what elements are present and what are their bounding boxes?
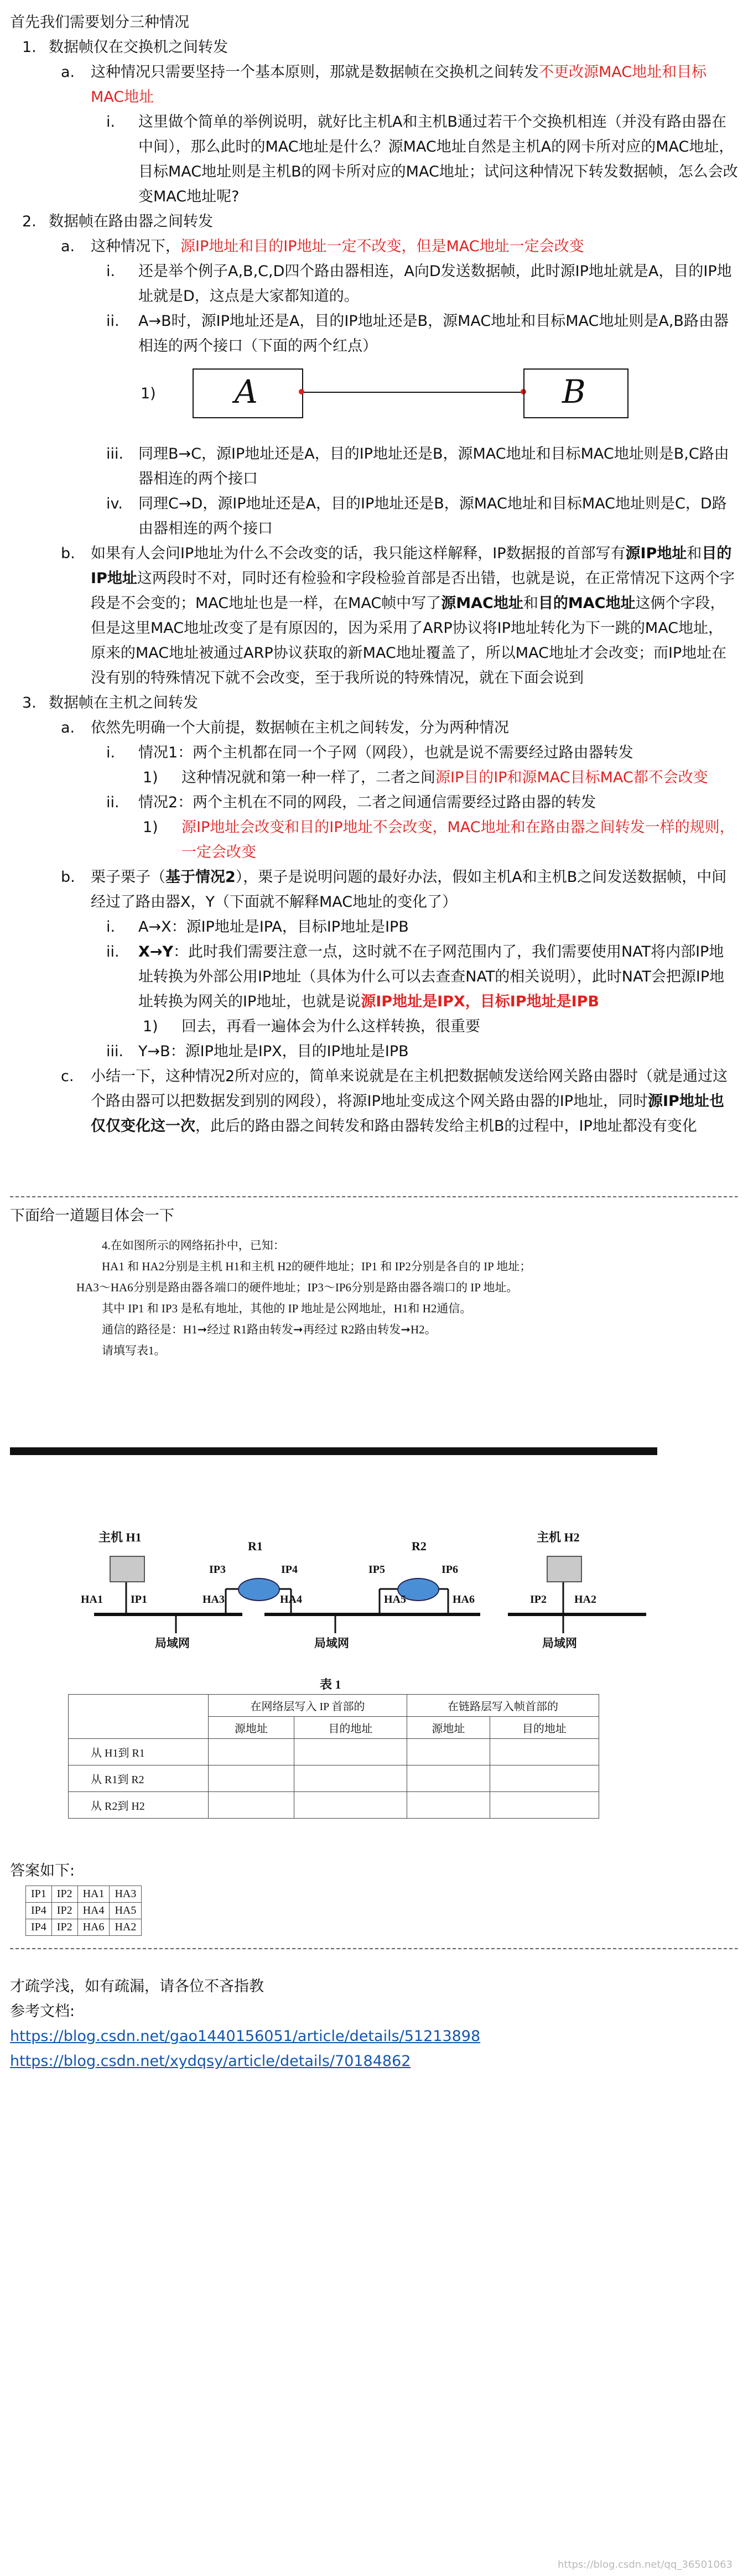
answer-cell: IP4: [26, 1903, 52, 1919]
text-run: 小结一下，这种情况2所对应的，简单来说就是在主机把数据帧发送给网关路由器时（就是通过这个路由器可以把数据发到别的网段），将源IP地址变成这个网关路由器的IP地址，同时: [91, 1068, 728, 1110]
bold-run: 基于情况2: [165, 869, 236, 886]
answer-row: [26, 1919, 142, 1936]
answer-cell: IP1: [26, 1886, 52, 1903]
table-row-label: 从 H1到 R1: [69, 1739, 209, 1765]
list-marker: 3.: [22, 694, 37, 711]
answer-cell: HA1: [77, 1886, 110, 1903]
text-run: ），栗子是说明问题的最好办法，假如主机A和主机B之间发送数据帧，中间经过了路由器X，Y（下面就不解释MAC地址的变化了）: [91, 869, 727, 911]
question-line: HA1 和 HA2分别是主机 H1和主机 H2的硬件地址；IP1 和 IP2分别是各自的 IP 地址；: [102, 1260, 532, 1273]
spacer: [10, 1139, 738, 1196]
section-2-item-b: [10, 541, 738, 690]
answer-cell: HA3: [110, 1886, 142, 1903]
port-label: HA6: [453, 1593, 475, 1606]
port-label: HA3: [202, 1593, 225, 1606]
network-topology: [10, 1506, 738, 1766]
answer-cell: HA6: [77, 1919, 110, 1936]
router-r1-label: R1: [248, 1539, 263, 1553]
port-label: HA1: [81, 1593, 103, 1606]
table-cell: [209, 1765, 294, 1792]
list-marker: b.: [61, 545, 75, 562]
section-2-item-a: [10, 234, 738, 259]
closing-text: 才疏学浅，如有疏漏，请各位不吝指教: [10, 1978, 264, 1995]
section-3-item-ii: [10, 790, 738, 815]
table-col-header: 目的地址: [490, 1717, 599, 1739]
bold-run: 目的IP地址: [91, 545, 732, 587]
table-caption: 表 1: [320, 1677, 341, 1691]
text-run: 栗子栗子（: [91, 869, 165, 886]
list-marker: a.: [61, 64, 75, 81]
table-cell: [294, 1792, 407, 1819]
reference-link-1[interactable]: https://blog.csdn.net/gao1440156051/article/details/51213898: [10, 2028, 481, 2045]
text-run: 和: [523, 595, 538, 612]
text-run: ，此后的路由器之间转发和路由器转发给主机B的过程中，IP地址都没有变化: [195, 1118, 697, 1135]
quiz-intro: 下面给一道题目体会一下: [10, 1207, 174, 1224]
answer-cell: IP2: [51, 1903, 77, 1919]
thick-rule: [10, 1447, 657, 1455]
answer-table: [25, 1886, 142, 1936]
list-marker: i.: [106, 744, 116, 761]
host-h1-label: 主机 H1: [98, 1530, 142, 1544]
router-a-label: A: [235, 373, 258, 411]
question-line: 请填写表1。: [102, 1344, 166, 1357]
text-run: 这俩个字段，但是这里MAC地址改变了是有原因的，因为采用了ARP协议将IP地址转化为下一跳的MAC地址，原来的MAC地址被通过ARP协议获取的新MAC地址覆盖了，所以MAC地址才会改变；而IP地址在没有别的特殊情况下就不会改变，至于我所说的特殊情况，就在下面会说到: [91, 595, 727, 687]
answer-cell: HA5: [110, 1903, 142, 1919]
list-marker: iii.: [106, 1043, 124, 1060]
text-run: 这种情况只需要坚持一个基本原则，那就是数据帧在交换机之间转发: [91, 64, 539, 81]
article: [10, 0, 738, 2074]
list-marker: 1.: [22, 39, 37, 56]
list-text: 同理B→C，源IP地址还是A，目的IP地址还是B，源MAC地址和目标MAC地址则是B,C路由器相连的两个接口: [138, 445, 729, 487]
table-col-header: 源地址: [209, 1717, 294, 1739]
text-run: ：此时我们需要注意一点，这时就不在子网范围内了，我们需要使用NAT将内部IP地址转换为外部公用IP地址（具体为什么可以去查查NAT的相关说明），此时NAT会把源IP地址转换为网关的IP地址，也就是说: [138, 943, 725, 1010]
section-1-item-i: [10, 110, 738, 209]
text-run: 这种情况下，: [91, 238, 180, 255]
list-text: A→X：源IP地址是IPA，目标IP地址是IPB: [138, 918, 409, 936]
list-text: 这里做个简单的举例说明，就好比主机A和主机B通过若干个交换机相连（并没有路由器在中间），那么此时的MAC地址是什么？源MAC地址自然是主机A的网卡所对应的MAC地址，目标MAC地址则是主机B的网卡所对应的MAC地址；试问这种情况下转发数据帧，怎么会改变MAC地址呢?: [138, 113, 738, 205]
answer-cell: HA4: [77, 1903, 110, 1919]
table-row-label: 从 R1到 R2: [69, 1765, 209, 1792]
lan-label: 局域网: [155, 1637, 190, 1650]
answer-label: 答案如下:: [10, 1862, 75, 1879]
section-3-item-b-i: [10, 915, 738, 939]
bold-run: 源IP地址也仅仅变化这一次: [91, 1093, 724, 1135]
port-label: IP3: [209, 1564, 226, 1576]
section-2-item-iii: [10, 442, 738, 491]
list-marker: ii.: [106, 943, 120, 960]
port-label: HA4: [280, 1593, 302, 1606]
section-3-item-ii-1: [10, 815, 738, 865]
list-text: [91, 541, 738, 690]
section-3-heading: [10, 690, 738, 715]
list-text: 情况2：两个主机在不同的网段，二者之间通信需要经过路由器的转发: [138, 794, 596, 811]
lan-label: 局域网: [314, 1637, 349, 1650]
list-text: [91, 234, 738, 259]
list-text: [91, 60, 738, 110]
highlight-red: 源IP地址和目的IP地址一定不改变，但是MAC地址一定会改变: [180, 238, 584, 255]
list-text: 情况1：两个主机都在同一个子网（网段），也就是说不需要经过路由器转发: [138, 744, 633, 761]
section-3-item-i-1: [10, 765, 738, 790]
list-marker: a.: [61, 238, 75, 255]
host-h2-icon: [547, 1556, 582, 1582]
answer-row: [26, 1886, 142, 1903]
highlight-red: 源IP地址会改变和目的IP地址不会改变，MAC地址和在路由器之间转发一样的规则，一定会改变: [181, 819, 735, 861]
router-link-diagram: [10, 359, 738, 442]
list-marker: c.: [61, 1068, 74, 1085]
bold-run: 目的MAC地址: [538, 595, 636, 612]
list-marker: 1): [143, 819, 158, 836]
list-marker: a.: [61, 719, 75, 736]
section-3-item-b: [10, 865, 738, 915]
table-group-header: 在链路层写入帧首部的: [407, 1695, 599, 1717]
table-cell: [490, 1792, 599, 1819]
router-b-box: [523, 368, 628, 418]
table-cell: [294, 1765, 407, 1792]
section-3-item-i: [10, 740, 738, 765]
bold-run: 源MAC地址: [441, 595, 523, 612]
lan-label: 局域网: [542, 1637, 577, 1650]
section-2-heading: [10, 209, 738, 234]
list-marker: 1): [143, 769, 158, 786]
list-marker: iii.: [106, 445, 124, 463]
section-divider: [10, 1196, 738, 1198]
reference-line: [10, 2049, 738, 2074]
answer-cell: IP2: [51, 1919, 77, 1936]
diagram-label: 1): [141, 385, 156, 402]
list-text: 同理C→D，源IP地址还是A，目的IP地址还是B，源MAC地址和目标MAC地址则是C，D路由器相连的两个接口: [138, 495, 727, 537]
table-col-header: 目的地址: [294, 1717, 407, 1739]
references-label: 参考文档:: [10, 2003, 75, 2020]
router-r2-label: R2: [412, 1539, 427, 1553]
section-1-item-a: [10, 60, 738, 110]
host-h1-icon: [110, 1556, 145, 1582]
section-2-item-i: [10, 259, 738, 309]
text-run: 这两段时不对，同时还有检验和字段检验首部是否出错，也就是说，在正常情况下这两个字段是不会变的；MAC地址也是一样，在MAC帧中写了: [91, 570, 735, 612]
reference-line: [10, 2024, 738, 2049]
reference-link-2[interactable]: https://blog.csdn.net/xydqsy/article/details/70184862: [10, 2053, 411, 2070]
list-marker: i.: [106, 113, 116, 131]
table-cell: [490, 1765, 599, 1792]
port-label: IP6: [441, 1564, 458, 1576]
link-line: [302, 392, 523, 393]
text-run: 和: [687, 545, 702, 562]
question-line: HA3～HA6分别是路由器各端口的硬件地址；IP3～IP6分别是路由器各端口的 IP 地址。: [76, 1281, 518, 1294]
table-cell: [407, 1792, 490, 1819]
section-3-item-b-ii: [10, 939, 738, 1014]
list-text: [91, 865, 738, 915]
question-text-image: [10, 1228, 738, 1361]
list-text: [181, 765, 738, 790]
question-line: 通信的路径是：H1➞经过 R1路由转发➞再经过 R2路由转发➞H2。: [102, 1323, 437, 1336]
table-row: [69, 1792, 599, 1819]
list-marker: i.: [106, 918, 116, 936]
text-run: 如果有人会问IP地址为什么不会改变的话，我只能这样解释，IP数据报的首部写有: [91, 545, 626, 562]
section-title: 数据帧在主机之间转发: [49, 694, 198, 711]
section-2-item-ii: [10, 309, 738, 359]
answer-cell: IP4: [26, 1919, 52, 1936]
question-line: 4.在如图所示的网络拓扑中，已知：: [102, 1239, 285, 1252]
section-2-item-iv: [10, 491, 738, 541]
highlight-red: 源IP目的IP和源MAC目标MAC都不会改变: [435, 769, 708, 786]
intro-text: 首先我们需要划分三种情况: [10, 14, 189, 31]
question-line: 其中 IP1 和 IP3 是私有地址，其他的 IP 地址是公网地址，H1和 H2通信。: [102, 1302, 472, 1315]
router-a-box: [193, 368, 303, 418]
port-label: IP1: [131, 1593, 147, 1606]
router-r1-icon: [238, 1578, 280, 1601]
spacer: [10, 1361, 738, 1447]
host-h2-label: 主机 H2: [537, 1530, 580, 1544]
watermark: https://blog.csdn.net/qq_36501063: [557, 2559, 733, 2570]
list-text: 依然先明确一个大前提，数据帧在主机之间转发，分为两种情况: [91, 719, 509, 736]
section-divider: [10, 1948, 738, 1950]
section-3-item-a: [10, 715, 738, 740]
list-marker: b.: [61, 869, 75, 886]
list-marker: i.: [106, 263, 116, 280]
highlight-red: 源IP地址是IPX，目标IP地址是IPB: [361, 993, 599, 1010]
section-3-item-b-ii-1: [10, 1014, 738, 1039]
section-title: 数据帧仅在交换机之间转发: [49, 39, 228, 56]
list-text: 还是举个例子A,B,C,D四个路由器相连，A向D发送数据帧，此时源IP地址就是A，目的IP地址就是D，这点是大家都知道的。: [138, 263, 732, 305]
bold-run: 源IP地址: [625, 545, 687, 562]
section-1-heading: [10, 35, 738, 60]
list-text: [91, 1064, 738, 1139]
list-marker: ii.: [106, 794, 120, 811]
section-3-item-c: [10, 1064, 738, 1139]
table-group-header: 在网络层写入 IP 首部的: [209, 1695, 407, 1717]
highlight-red: 不更改源MAC地址和目标MAC地址: [91, 64, 707, 106]
bold-run: X→Y: [138, 943, 173, 960]
list-marker: 1): [143, 1018, 158, 1035]
table-row: [69, 1765, 599, 1792]
port-label: IP5: [368, 1564, 385, 1576]
answer-cell: IP2: [51, 1886, 77, 1903]
table-cell: [209, 1792, 294, 1819]
list-marker: iv.: [106, 495, 123, 512]
section-title: 数据帧在路由器之间转发: [49, 213, 213, 230]
list-marker: ii.: [106, 313, 120, 330]
port-label: HA2: [574, 1593, 596, 1606]
answer-cell: HA2: [110, 1919, 142, 1936]
table-row-label: 从 R2到 H2: [69, 1792, 209, 1819]
section-3-item-b-iii: [10, 1039, 738, 1064]
list-text: Y→B：源IP地址是IPX，目的IP地址是IPB: [138, 1043, 409, 1060]
port-label: IP4: [281, 1564, 298, 1576]
list-marker: 2.: [22, 213, 37, 230]
router-b-label: B: [562, 373, 586, 411]
interface-dot-left: [299, 389, 304, 394]
table-cell: [407, 1765, 490, 1792]
port-label: IP2: [530, 1593, 547, 1606]
list-text: [138, 939, 738, 1014]
list-text: 回去，再看一遍体会为什么这样转换，很重要: [181, 1018, 480, 1035]
list-text: A→B时，源IP地址还是A，目的IP地址还是B，源MAC地址和目标MAC地址则是A,B路由器相连的两个接口（下面的两个红点）: [138, 313, 729, 355]
text-run: 这种情况就和第一种一样了，二者之间: [181, 769, 435, 786]
table-col-header: 源地址: [407, 1717, 490, 1739]
port-label: HA5: [384, 1593, 406, 1606]
answer-row: [26, 1903, 142, 1919]
